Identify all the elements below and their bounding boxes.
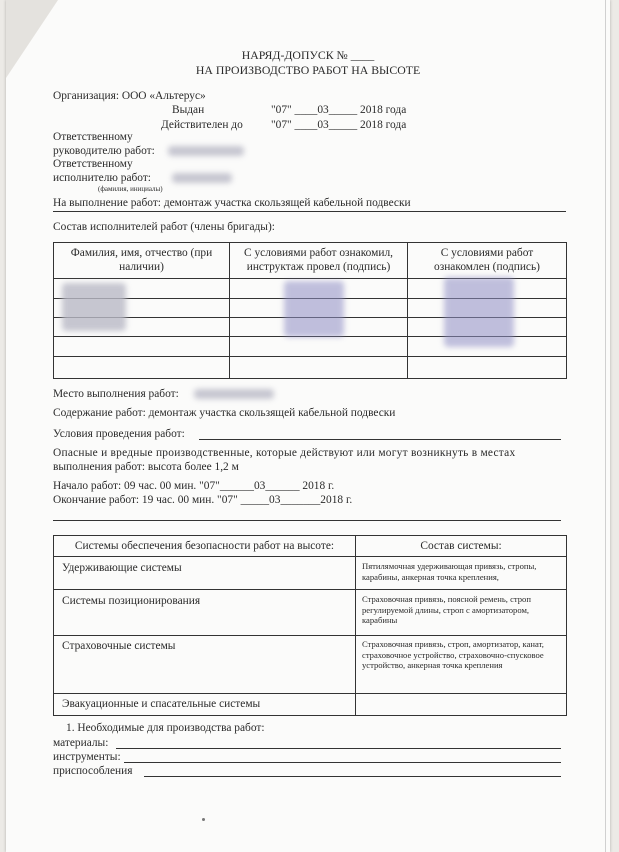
- document-page: [6, 0, 610, 852]
- safety-row-desc: Пятилямочная удерживающая привязь, стропы, карабины, анкерная точка крепления,: [362, 561, 537, 582]
- name-caption: (фамилия, инициалы): [98, 185, 163, 193]
- safety-row-name: Удерживающие системы: [62, 562, 182, 574]
- manager-label-line1: Ответственному: [53, 131, 133, 143]
- valid-date: "07" ____03_____ 2018 года: [271, 119, 407, 131]
- task-description: На выполнение работ: демонтаж участка скользящей кабельной подвески: [53, 197, 411, 209]
- crew-col3-header-line1: С условиями работ: [440, 247, 534, 259]
- issued-label: Выдан: [172, 104, 205, 116]
- safety-row-name: Эвакуационные и спасательные системы: [62, 698, 261, 710]
- safety-row-name: Системы позиционирования: [62, 595, 201, 607]
- safety-systems-table: [53, 535, 567, 716]
- safety-col2-header: Состав системы:: [420, 540, 502, 552]
- hazards-line1: Опасные и вредные производственные, которые действуют или могут возникнуть в местах: [53, 447, 516, 459]
- issued-date: "07" ____03_____ 2018 года: [271, 104, 407, 116]
- redacted-work-place: [194, 389, 274, 399]
- manager-label-line2: руководителю работ:: [53, 145, 155, 157]
- safety-col1-header: Системы обеспечения безопасности работ на высоте:: [74, 540, 335, 552]
- work-place-label: Место выполнения работ:: [53, 388, 179, 400]
- work-content: Содержание работ: демонтаж участка скользящей кабельной подвески: [53, 407, 396, 419]
- document-title: НАРЯД-ДОПУСК № ____: [241, 48, 375, 62]
- task-underline: [53, 211, 566, 212]
- safety-row-desc: Страховочная привязь, строп, амортизатор, канат, страховочное устройство, страховочно-спусковое устройство, анкерная точка крепления: [362, 639, 544, 671]
- crew-col1-header-line1: Фамилия, имя, отчество (при: [70, 247, 213, 259]
- organization-label: Организация: ООО «Альтерус»: [53, 90, 206, 102]
- crew-col2-header-line1: С условиями работ ознакомил,: [244, 247, 393, 259]
- work-end: Окончание работ: 19 час. 00 мин. "07" _____03_______2018 г.: [53, 494, 353, 506]
- redacted-manager-name: [168, 146, 244, 156]
- valid-label: Действителен до: [161, 119, 243, 131]
- devices-line: [144, 776, 561, 777]
- crew-col2-header-line2: инструктаж провел (подпись): [246, 261, 391, 273]
- materials-line: [116, 748, 561, 749]
- safety-row-desc: Страховочная привязь, поясной ремень, строп регулируемой длины, строп с амортизатором, карабины: [362, 594, 531, 626]
- crew-col1-header-line2: наличии): [119, 261, 164, 273]
- work-conditions-line: [199, 439, 561, 440]
- tools-label: инструменты:: [53, 751, 121, 763]
- executor-label-line1: Ответственному: [53, 158, 133, 170]
- tools-line: [124, 762, 561, 763]
- crew-col3-header-line2: ознакомлен (подпись): [434, 261, 540, 273]
- redacted-instructor-signature: [284, 281, 344, 337]
- redacted-crew-signatures: [444, 277, 514, 347]
- materials-label: материалы:: [53, 737, 109, 749]
- crew-table: [53, 242, 567, 379]
- work-start: Начало работ: 09 час. 00 мин. "07"______03______ 2018 г.: [53, 480, 335, 492]
- requirements-heading: 1. Необходимые для производства работ:: [66, 722, 265, 734]
- crew-heading: Состав исполнителей работ (члены бригады):: [53, 221, 275, 233]
- safety-row-name: Страховочные системы: [62, 640, 176, 652]
- redacted-executor-name: [172, 173, 232, 183]
- work-conditions-label: Условия проведения работ:: [53, 428, 185, 440]
- redacted-crew-names: [62, 283, 126, 331]
- devices-label: приспособления: [53, 765, 133, 777]
- hazards-line2: выполнения работ: высота более 1,2 м: [53, 461, 239, 473]
- executor-label-line2: исполнителю работ:: [53, 172, 151, 184]
- page-edge: [605, 0, 606, 852]
- document-subtitle: НА ПРОИЗВОДСТВО РАБОТ НА ВЫСОТЕ: [195, 63, 421, 77]
- work-underline: [53, 520, 561, 521]
- scan-speck: [202, 818, 205, 821]
